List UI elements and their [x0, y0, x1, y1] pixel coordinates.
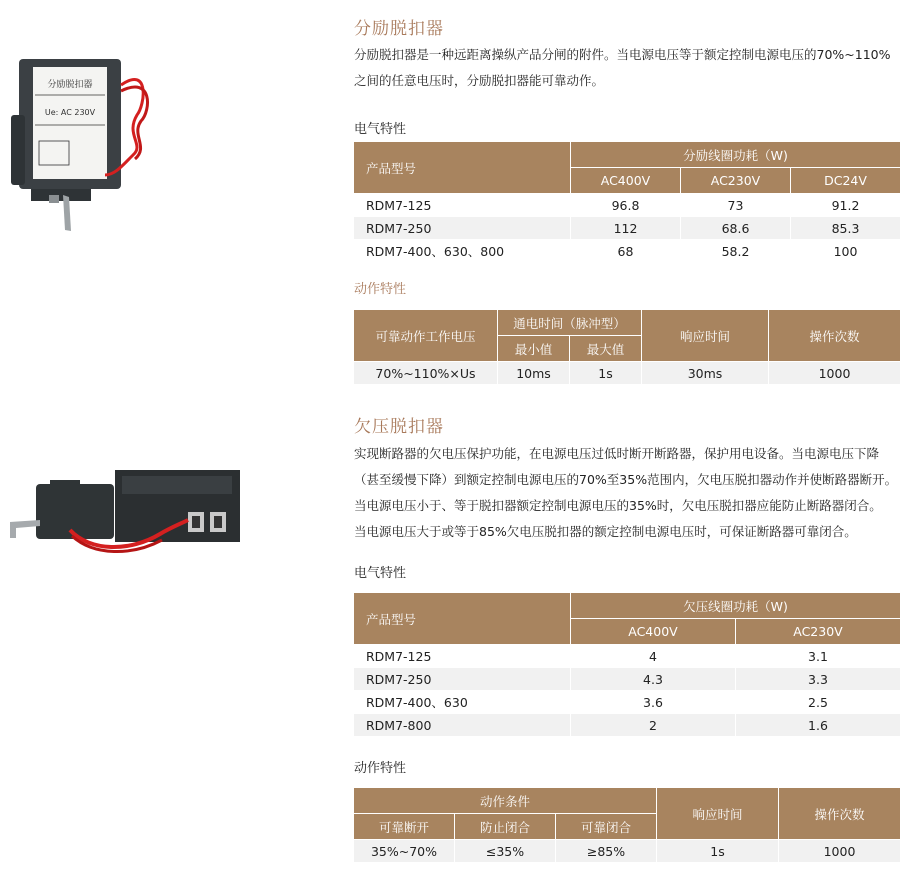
- header-reliable-close: 可靠闭合: [556, 814, 657, 840]
- cell-value: 1.6: [736, 714, 901, 737]
- cell-value: 1000: [769, 362, 901, 385]
- cell-value: 4: [571, 645, 736, 668]
- electric-characteristics-label: 电气特性: [354, 122, 407, 137]
- header-min: 最小值: [498, 336, 570, 362]
- electric-characteristics-label: 电气特性: [354, 566, 407, 581]
- cell-value: 30ms: [642, 362, 769, 385]
- cell-value: 35%~70%: [354, 840, 455, 863]
- table-row: [354, 645, 901, 668]
- table-row: [354, 240, 901, 263]
- table-row: [354, 691, 901, 714]
- undervoltage-action-table: [353, 787, 901, 863]
- header-voltage: AC230V: [736, 619, 901, 645]
- shunt-release-title: 分励脱扣器: [354, 19, 444, 39]
- header-voltage: AC400V: [571, 619, 736, 645]
- table-row: [354, 194, 901, 217]
- cell-model: RDM7-250: [354, 668, 571, 691]
- shunt-power-table: [353, 141, 901, 263]
- cell-value: 68.6: [681, 217, 791, 240]
- cell-value: 3.6: [571, 691, 736, 714]
- device-rating-text: Ue: AC 230V: [44, 108, 96, 117]
- cell-value: 1s: [657, 840, 779, 863]
- header-model: 产品型号: [354, 142, 571, 194]
- cell-value: ≥85%: [556, 840, 657, 863]
- cell-model: RDM7-125: [354, 645, 571, 668]
- header-voltage: AC400V: [571, 168, 681, 194]
- description-line: 分励脱扣器是一种远距离操纵产品分闸的附件。当电源电压等于额定控制电源电压的70%~110%: [354, 47, 891, 62]
- cell-model: RDM7-125: [354, 194, 571, 217]
- header-operations: 操作次数: [779, 788, 901, 840]
- description-line: 之间的任意电压时，分励脱扣器能可靠动作。: [354, 73, 605, 88]
- header-voltage: AC230V: [681, 168, 791, 194]
- table-row: [354, 668, 901, 691]
- undervoltage-release-description: [354, 441, 916, 545]
- header-coil-power: 欠压线圈功耗（W): [571, 593, 901, 619]
- header-prevent-close: 防止闭合: [455, 814, 556, 840]
- header-action-condition: 动作条件: [354, 788, 657, 814]
- header-reliable-open: 可靠断开: [354, 814, 455, 840]
- header-operations: 操作次数: [769, 310, 901, 362]
- header-coil-power: 分励线圈功耗（W): [571, 142, 901, 168]
- cell-value: 73: [681, 194, 791, 217]
- cell-value: 68: [571, 240, 681, 263]
- cell-value: 4.3: [571, 668, 736, 691]
- cell-value: 1000: [779, 840, 901, 863]
- table-row: [354, 714, 901, 737]
- cell-value: 10ms: [498, 362, 570, 385]
- shunt-release-description: [354, 42, 914, 94]
- cell-value: 91.2: [791, 194, 901, 217]
- cell-value: 100: [791, 240, 901, 263]
- cell-model: RDM7-400、630、800: [354, 240, 571, 263]
- cell-value: 85.3: [791, 217, 901, 240]
- cell-value: 70%~110%×Us: [354, 362, 498, 385]
- header-response-time: 响应时间: [642, 310, 769, 362]
- table-row: [354, 362, 901, 385]
- undervoltage-release-title: 欠压脱扣器: [354, 417, 444, 437]
- header-max: 最大值: [570, 336, 642, 362]
- cell-model: RDM7-400、630: [354, 691, 571, 714]
- cell-model: RDM7-800: [354, 714, 571, 737]
- cell-value: 2.5: [736, 691, 901, 714]
- cell-value: ≤35%: [455, 840, 556, 863]
- cell-value: 2: [571, 714, 736, 737]
- description-line: 当电源电压大于或等于85%欠电压脱扣器的额定控制电源电压时，可保证断路器可靠闭合。: [354, 524, 857, 539]
- header-model: 产品型号: [354, 593, 571, 645]
- undervoltage-release-image: [10, 460, 245, 570]
- device-label-text: 分励脱扣器: [47, 80, 93, 90]
- header-energize-time: 通电时间（脉冲型）: [498, 310, 642, 336]
- description-line: 当电源电压小于、等于脱扣器额定控制电源电压的35%时，欠电压脱扣器应能防止断路器闭合。: [354, 498, 882, 513]
- cell-value: 3.3: [736, 668, 901, 691]
- shunt-action-table: [353, 309, 901, 385]
- cell-value: 96.8: [571, 194, 681, 217]
- header-operating-voltage: 可靠动作工作电压: [354, 310, 498, 362]
- description-line: （甚至缓慢下降）到额定控制电源电压的70%至35%范围内，欠电压脱扣器动作并使断路器断开。: [354, 472, 898, 487]
- action-characteristics-label: 动作特性: [354, 282, 407, 297]
- description-line: 实现断路器的欠电压保护功能，在电源电压过低时断开断路器，保护用电设备。当电源电压下降: [354, 446, 880, 461]
- cell-value: 1s: [570, 362, 642, 385]
- action-characteristics-label: 动作特性: [354, 761, 407, 776]
- shunt-release-image: [5, 45, 165, 245]
- cell-value: 58.2: [681, 240, 791, 263]
- cell-value: 112: [571, 217, 681, 240]
- table-row: [354, 840, 901, 863]
- cell-value: 3.1: [736, 645, 901, 668]
- header-response-time: 响应时间: [657, 788, 779, 840]
- undervoltage-power-table: [353, 592, 901, 737]
- table-row: [354, 217, 901, 240]
- header-voltage: DC24V: [791, 168, 901, 194]
- cell-model: RDM7-250: [354, 217, 571, 240]
